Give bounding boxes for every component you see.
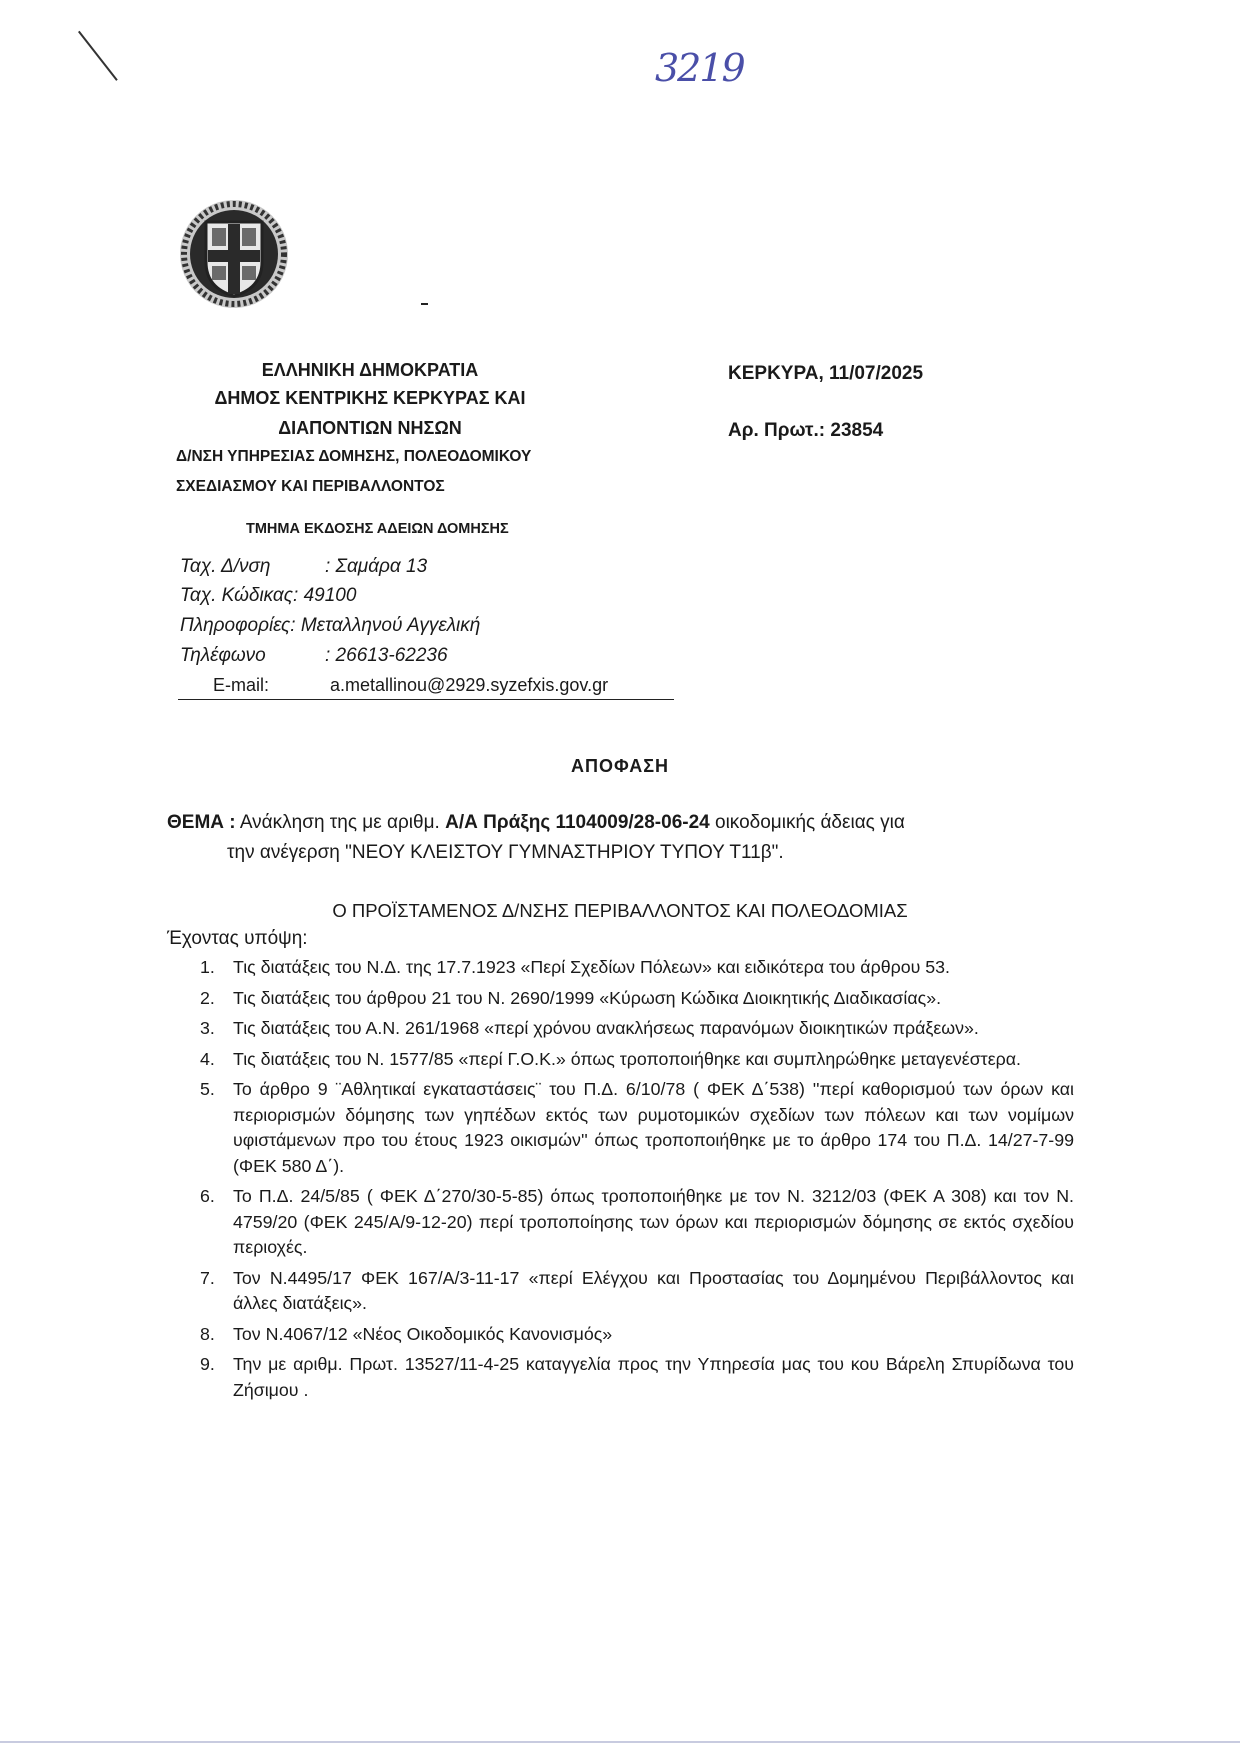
email-value: a.metallinou@2929.syzefxis.gov.gr bbox=[330, 675, 609, 695]
municipality-line-2: ΔΙΑΠΟΝΤΙΩΝ ΝΗΣΩΝ bbox=[278, 418, 462, 438]
list-item bbox=[200, 986, 1074, 1012]
item-text: Τις διατάξεις του Ν. 1577/85 «περί Γ.Ο.Κ.» όπως τροποποιήθηκε και συμπληρώθηκε μεταγενέστερα. bbox=[233, 1048, 1021, 1069]
item-text: Τις διατάξεις του Α.Ν. 261/1968 «περί χρόνου ανακλήσεως παρανόμων διοικητικών πράξεων». bbox=[233, 1018, 979, 1038]
contact-email bbox=[213, 675, 608, 696]
list-item bbox=[200, 1322, 1074, 1348]
subject-line-2: την ανέγερση "ΝΕΟΥ ΚΛΕΙΣΤΟΥ ΓΥΜΝΑΣΤΗΡΙΟΥ ΤΥΠΟΥ Τ11β". bbox=[227, 842, 784, 863]
handwritten-number: 3219 bbox=[655, 46, 744, 90]
item-number: 3. bbox=[200, 1018, 215, 1038]
directorate-line-1: Δ/ΝΣΗ ΥΠΗΡΕΣΙΑΣ ΔΟΜΗΣΗΣ, ΠΟΛΕΟΔΟΜΙΚΟΥ bbox=[176, 448, 532, 465]
list-item bbox=[200, 955, 1074, 981]
considerations-list bbox=[200, 955, 1074, 1408]
item-number: 5. bbox=[200, 1079, 215, 1099]
contact-value: : 26613-62236 bbox=[325, 645, 448, 666]
item-number: 4. bbox=[200, 1048, 215, 1069]
protocol-number: Αρ. Πρωτ.: 23854 bbox=[728, 420, 884, 441]
municipality-line-1: ΔΗΜΟΣ ΚΕΝΤΡΙΚΗΣ ΚΕΡΚΥΡΑΣ ΚΑΙ bbox=[214, 388, 526, 408]
place-date: ΚΕΡΚΥΡΑ, 11/07/2025 bbox=[728, 363, 924, 384]
item-text: Το Π.Δ. 24/5/85 ( ΦΕΚ Δ΄270/30-5-85) όπως τροποποιήθηκε με τον Ν. 3212/03 (ΦΕΚ Α 308) και τον Ν. 4759/20 (ΦΕΚ 245/Α/9-12-20) περί τροποποίησης των όρων και περιορισμών δόμησης σε εκτός σχεδίου περιοχές. bbox=[233, 1186, 1074, 1257]
dash-mark bbox=[421, 303, 428, 305]
contact-label: Ταχ. Κώδικας bbox=[180, 585, 294, 606]
list-item bbox=[200, 1352, 1074, 1403]
contact-info bbox=[180, 615, 480, 637]
subject-text-before: Ανάκληση της με αριθμ. bbox=[235, 812, 446, 833]
item-number: 2. bbox=[200, 987, 215, 1008]
pen-stroke-mark bbox=[78, 31, 118, 81]
item-text: Τις διατάξεις του άρθρου 21 του Ν. 2690/1999 «Κύρωση Κώδικα Διοικητικής Διαδικασίας». bbox=[233, 987, 942, 1008]
having-regard: Έχοντας υπόψη: bbox=[167, 928, 308, 949]
contact-label: Πληροφορίες bbox=[180, 615, 291, 636]
contact-label: Ταχ. Δ/νση bbox=[180, 556, 271, 577]
document-title: ΑΠΟΦΑΣΗ bbox=[570, 756, 670, 776]
item-number: 9. bbox=[200, 1354, 215, 1374]
email-label: E-mail: bbox=[213, 675, 270, 695]
item-text: Την με αριθμ. Πρωτ. 13527/11-4-25 καταγγελία προς την Υπηρεσία μας του κου Βάρελη Σπυρίδωνα του Ζήσιμου . bbox=[233, 1354, 1074, 1400]
director-heading: Ο ΠΡΟΪΣΤΑΜΕΝΟΣ Δ/ΝΣΗΣ ΠΕΡΙΒΑΛΛΟΝΤΟΣ ΚΑΙ ΠΟΛΕΟΔΟΜΙΑΣ bbox=[332, 900, 908, 921]
list-item bbox=[200, 1016, 1074, 1042]
contact-value: : 49100 bbox=[293, 585, 357, 606]
greek-coat-of-arms-icon bbox=[178, 198, 290, 310]
republic-heading: ΕΛΛΗΝΙΚΗ ΔΗΜΟΚΡΑΤΙΑ bbox=[261, 360, 479, 380]
contact-value: : Σαμάρα 13 bbox=[325, 556, 428, 577]
subject-text-after: οικοδομικής άδειας για bbox=[709, 812, 905, 833]
contact-value: : Μεταλληνού Αγγελική bbox=[290, 615, 481, 636]
item-text: Τον Ν.4067/12 «Νέος Οικοδομικός Κανονισμός» bbox=[233, 1323, 613, 1344]
contact-address bbox=[180, 556, 427, 578]
list-item bbox=[200, 1266, 1074, 1317]
list-item bbox=[200, 1077, 1074, 1179]
list-item bbox=[200, 1047, 1074, 1073]
subject-reference: Α/Α Πράξης 1104009/28-06-24 bbox=[445, 812, 710, 833]
item-text: Το άρθρο 9 ¨Αθλητικαί εγκαταστάσεις¨ του Π.Δ. 6/10/78 ( ΦΕΚ Δ΄538) ''περί καθορισμού των όρων και περιορισμών δόμησης των γηπέδων εκτός των ρυμοτομικών σχεδίων των πόλεων και των νομίμων υφιστάμενων προ του έτους 1923 οικισμών'' όπως τροποποιήθηκε με το άρθρο 174 του Π.Δ. 14/27-7-99 (ΦΕΚ 580 Δ΄). bbox=[233, 1079, 1074, 1176]
directorate-line-2: ΣΧΕΔΙΑΣΜΟΥ ΚΑΙ ΠΕΡΙΒΑΛΛΟΝΤΟΣ bbox=[176, 478, 445, 495]
divider bbox=[178, 699, 674, 700]
contact-postcode bbox=[180, 585, 356, 607]
item-text: Τις διατάξεις του Ν.Δ. της 17.7.1923 «Περί Σχεδίων Πόλεων» και ειδικότερα του άρθρου 53. bbox=[233, 957, 950, 977]
item-number: 7. bbox=[200, 1267, 215, 1288]
item-number: 8. bbox=[200, 1323, 215, 1344]
contact-phone bbox=[180, 645, 448, 667]
department-heading: ΤΜΗΜΑ ΕΚΔΟΣΗΣ ΑΔΕΙΩΝ ΔΟΜΗΣΗΣ bbox=[246, 521, 509, 537]
item-number: 1. bbox=[200, 957, 215, 977]
item-text: Τον Ν.4495/17 ΦΕΚ 167/Α/3-11-17 «περί Ελέγχου και Προστασίας του Δομημένου Περιβάλλοντος και άλλες διατάξεις». bbox=[233, 1267, 1074, 1313]
item-number: 6. bbox=[200, 1186, 215, 1206]
list-item bbox=[200, 1184, 1074, 1261]
contact-label: Τηλέφωνο bbox=[180, 645, 266, 666]
subject-label: ΘΕΜΑ : bbox=[167, 812, 236, 833]
scan-edge-line bbox=[0, 1741, 1240, 1743]
subject-block bbox=[167, 808, 1057, 868]
